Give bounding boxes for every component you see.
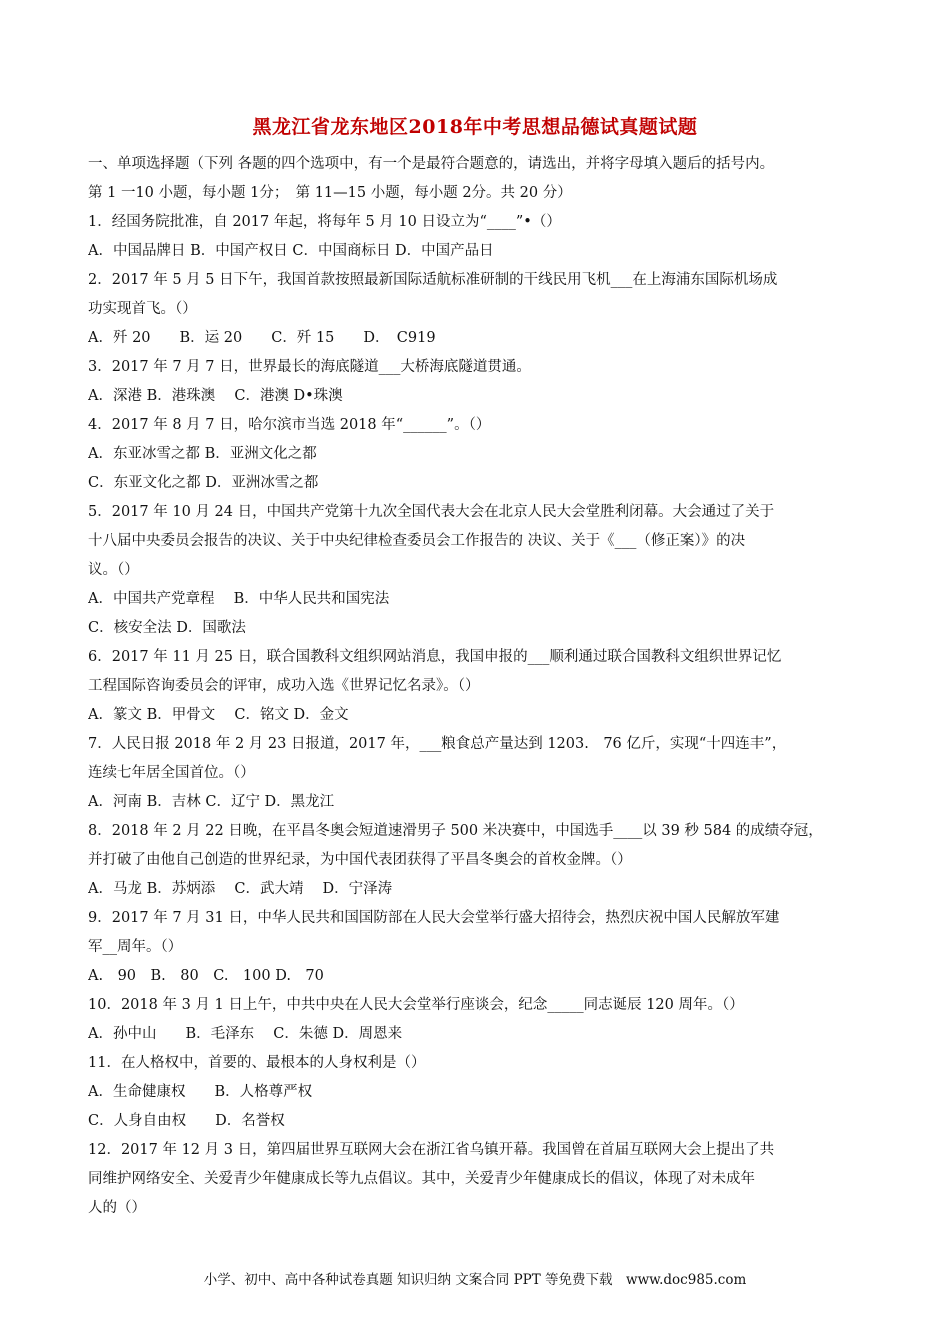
- text-line: 11．在人格权中，首要的、最根本的人身权利是（）: [88, 1055, 426, 1071]
- text-line: 4．2017 年 8 月 7 日，哈尔滨市当选 2018 年“______”。（）: [88, 417, 491, 433]
- text-line: 功实现首飞。（）: [88, 301, 197, 317]
- text-line: A. 90 B. 80 C. 100 D. 70: [88, 968, 324, 984]
- text-line: 7．人民日报 2018 年 2 月 23 日报道，2017 年，___粮食总产量达到 1203. 76 亿斤，实现“十四连丰”，: [88, 736, 787, 752]
- text-line: 8．2018 年 2 月 22 日晚，在平昌冬奥会短道速滑男子 500 米决赛中，中国选手____以 39 秒 584 的成绩夺冠，: [88, 823, 823, 839]
- text-line: C．人身自由权 D．名誉权: [88, 1113, 285, 1129]
- text-line: 9．2017 年 7 月 31 日，中华人民共和国国防部在人民大会堂举行盛大招待会，热烈庆祝中国人民解放军建: [88, 910, 780, 926]
- text-line: 同维护网络安全、关爱青少年健康成长等九点倡议。其中，关爱青少年健康成长的倡议，体现了对未成年: [88, 1171, 755, 1187]
- text-line: 第 1 一10 小题，每小题 1分； 第 11—15 小题，每小题 2分。共 20 分）: [88, 185, 572, 201]
- text-line: A．马龙 B．苏炳添 C．武大靖 D．宁泽涛: [88, 881, 393, 897]
- text-line: 一、单项选择题（下列 各题的四个选项中，有一个是最符合题意的，请选出，并将字母填入题后的括号内。: [88, 156, 775, 172]
- page-footer: 小学、初中、高中各种试卷真题 知识归纳 文案合同 PPT 等免费下载 www.doc985.com: [203, 1272, 747, 1288]
- text-line: 并打破了由他自己创造的世界纪录，为中国代表团获得了平昌冬奥会的首枚金牌。（）: [88, 852, 632, 868]
- page-title: 黑龙江省龙东地区2018年中考思想品德试真题试题: [252, 116, 698, 138]
- text-line: 工程国际咨询委员会的评审，成功入选《世界记忆名录》。（）: [88, 678, 480, 694]
- text-line: A．孙中山 B．毛泽东 C．朱德 D．周恩来: [88, 1026, 403, 1042]
- text-line: A．河南 B．吉林 C．辽宁 D．黑龙江: [88, 794, 335, 810]
- text-line: C．东亚文化之都 D．亚洲冰雪之都: [88, 475, 319, 491]
- text-line: 十八届中央委员会报告的决议、关于中央纪律检查委员会工作报告的 决议、关于《___（修正案）》的决: [88, 533, 746, 549]
- text-line: A．东亚冰雪之都 B．亚洲文化之都: [88, 446, 317, 462]
- text-line: A．篆文 B．甲骨文 C．铭文 D．金文: [88, 707, 349, 723]
- text-line: A．中国品牌日 B．中国产权日 C．中国商标日 D．中国产品日: [88, 243, 494, 259]
- text-line: 10．2018 年 3 月 1 日上午，中共中央在人民大会堂举行座谈会，纪念_____同志诞辰 120 周年。（）: [88, 997, 744, 1013]
- text-line: A．深港 B．港珠澳 C．港澳 D•珠澳: [88, 388, 343, 404]
- text-line: A．生命健康权 B．人格尊严权: [88, 1084, 313, 1100]
- text-line: 2．2017 年 5 月 5 日下午，我国首款按照最新国际适航标准研制的干线民用飞机___在上海浦东国际机场成: [88, 272, 778, 288]
- text-line: 议。（）: [88, 562, 139, 578]
- text-line: 3．2017 年 7 月 7 日，世界最长的海底隧道___大桥海底隧道贯通。: [88, 359, 531, 375]
- text-line: C．核安全法 D．国歌法: [88, 620, 246, 636]
- text-line: 6．2017 年 11 月 25 日，联合国教科文组织网站消息，我国申报的___顺利通过联合国教科文组织世界记忆: [88, 649, 782, 665]
- text-line: A．中国共产党章程 B．中华人民共和国宪法: [88, 591, 390, 607]
- text-line: 5．2017 年 10 月 24 日，中国共产党第十九次全国代表大会在北京人民大会堂胜利闭幕。大会通过了关于: [88, 504, 775, 520]
- text-line: 12．2017 年 12 月 3 日，第四届世界互联网大会在浙江省乌镇开幕。我国曾在首届互联网大会上提出了共: [88, 1142, 775, 1158]
- question-body: [88, 150, 888, 1223]
- text-line: A．歼 20 B．运 20 C．歼 15 D． C919: [88, 330, 436, 346]
- text-line: 1．经国务院批准，自 2017 年起，将每年 5 月 10 日设立为“____”•（）: [88, 214, 561, 230]
- text-line: 军__周年。（）: [88, 939, 183, 955]
- text-line: 连续七年居全国首位。（）: [88, 765, 255, 781]
- text-line: 人的（）: [88, 1200, 146, 1216]
